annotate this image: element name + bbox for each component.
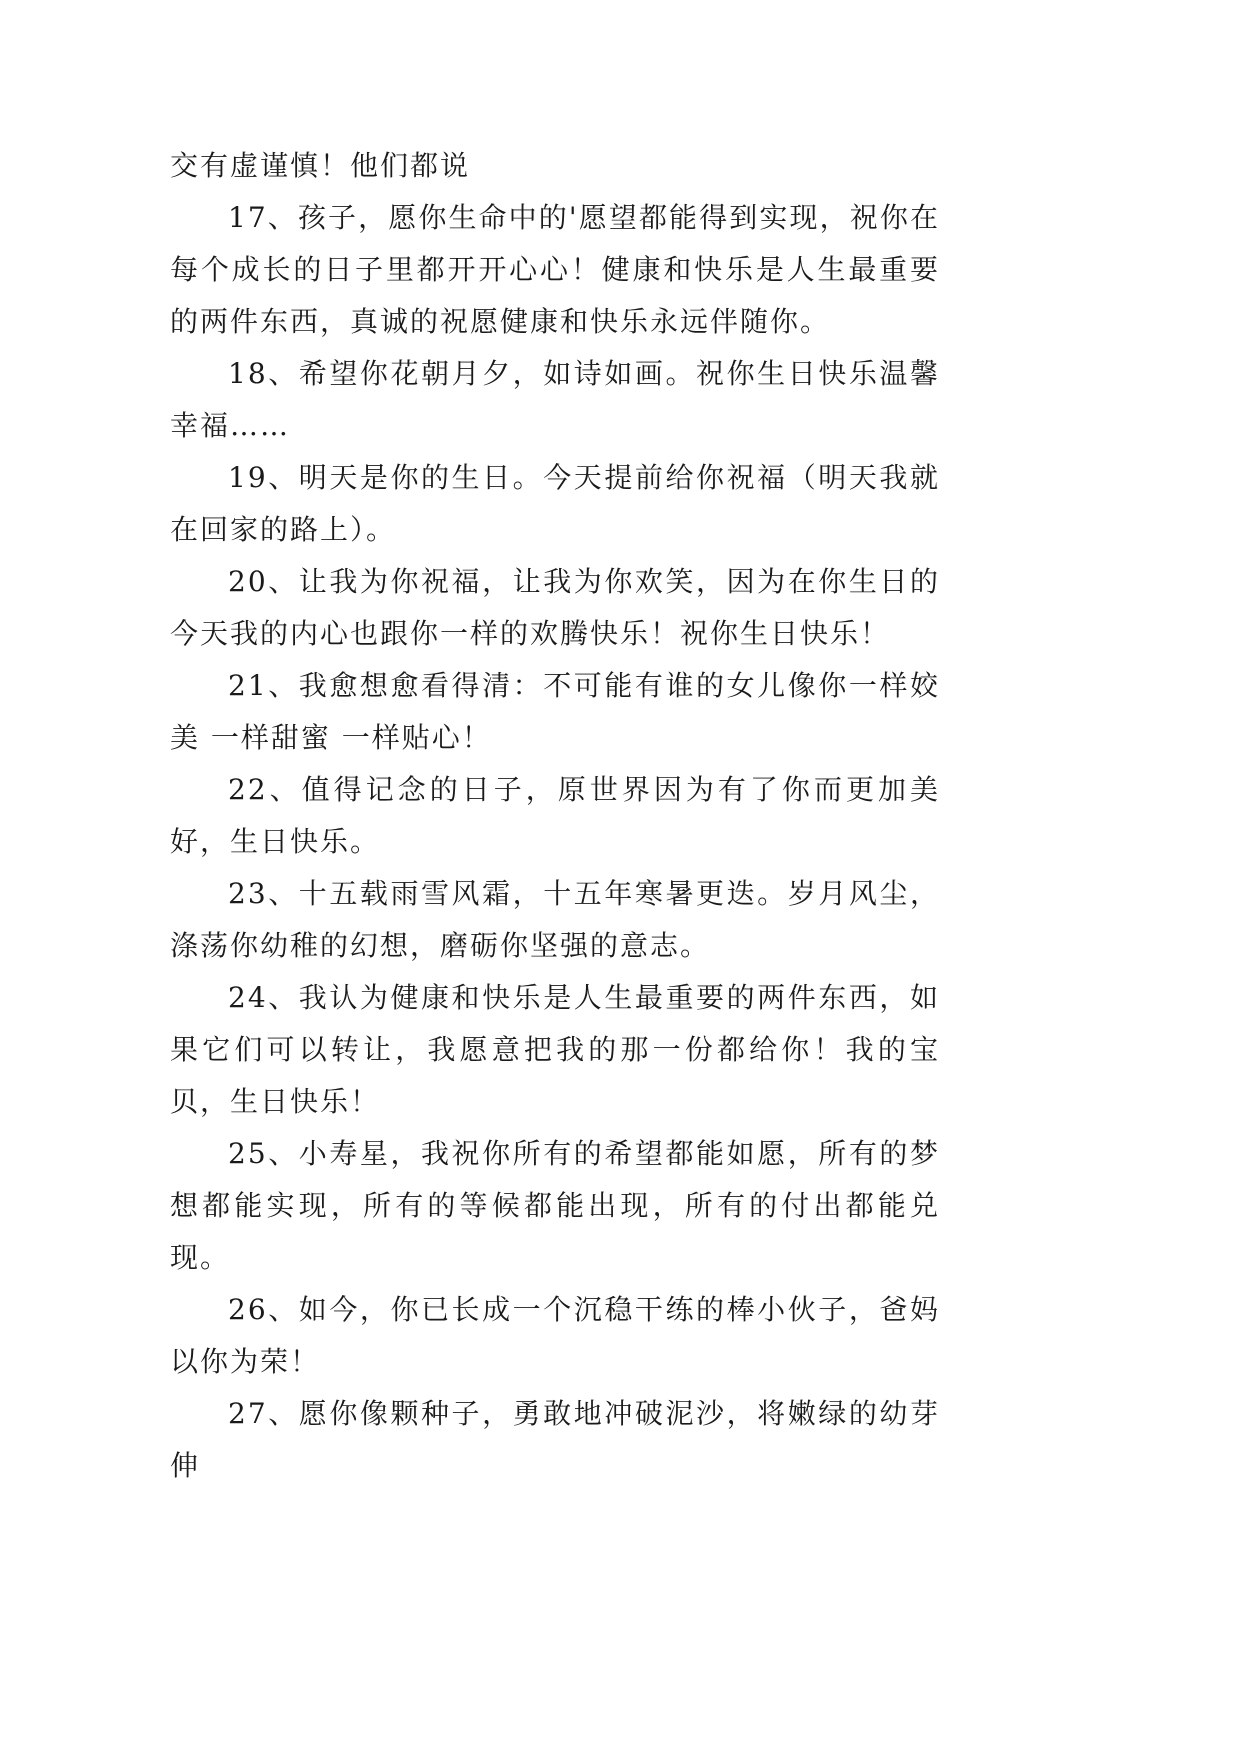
paragraph-22: 22、值得记念的日子，原世界因为有了你而更加美好，生日快乐。 xyxy=(170,773,940,858)
paragraph-25: 25、小寿星，我祝你所有的希望都能如愿，所有的梦想都能实现，所有的等候都能出现，所有的付出都能兑现。 xyxy=(170,1137,940,1274)
paragraph-24: 24、我认为健康和快乐是人生最重要的两件东西，如果它们可以转让，我愿意把我的那一份都给你！我的宝贝，生日快乐！ xyxy=(170,981,940,1118)
paragraph-27: 27、愿你像颗种子，勇敢地冲破泥沙，将嫩绿的幼芽伸 xyxy=(170,1397,940,1482)
paragraph-continuation: 交有虚谨慎！他们都说 xyxy=(170,149,471,182)
paragraph-19: 19、明天是你的生日。今天提前给你祝福（明天我就在回家的路上）。 xyxy=(170,461,940,546)
paragraph-21: 21、我愈想愈看得清：不可能有谁的女儿像你一样姣美 一样甜蜜 一样贴心！ xyxy=(170,669,940,754)
paragraph-18: 18、希望你花朝月夕，如诗如画。祝你生日快乐温馨幸福…… xyxy=(170,357,940,442)
paragraph-26: 26、如今，你已长成一个沉稳干练的棒小伙子，爸妈以你为荣！ xyxy=(170,1293,940,1378)
paragraph-23: 23、十五载雨雪风霜，十五年寒暑更迭。岁月风尘，涤荡你幼稚的幻想，磨砺你坚强的意志。 xyxy=(170,877,940,962)
paragraph-20: 20、让我为你祝福，让我为你欢笑，因为在你生日的今天我的内心也跟你一样的欢腾快乐！祝你生日快乐！ xyxy=(170,565,940,650)
document-body xyxy=(170,140,940,1492)
paragraph-17: 17、孩子，愿你生命中的'愿望都能得到实现，祝你在每个成长的日子里都开开心心！健康和快乐是人生最重要的两件东西，真诚的祝愿健康和快乐永远伴随你。 xyxy=(170,201,940,338)
